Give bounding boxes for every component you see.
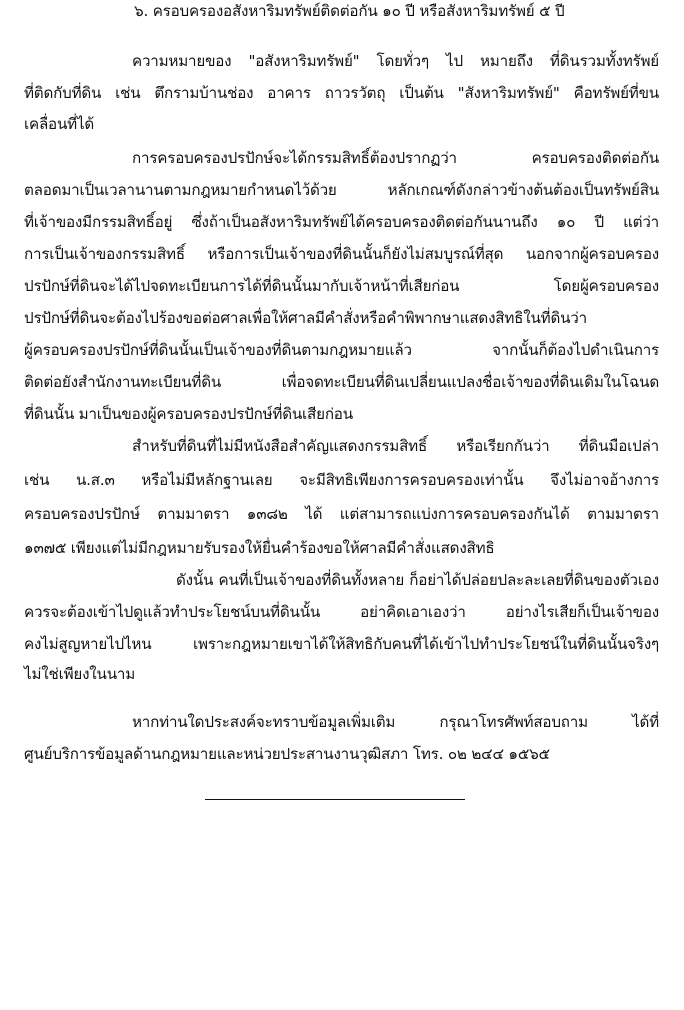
paragraph-line: การครอบครองปรปักษ์จะได้กรรมสิทธิ์ต้องปรากฏว่า ครอบครองติดต่อกัน <box>132 149 659 167</box>
paragraph-line: สำหรับที่ดินที่ไม่มีหนังสือสำคัญแสดงกรรมสิทธิ์ หรือเรียกกันว่า ที่ดินมือเปล่า <box>132 437 659 455</box>
paragraph-line: ศูนย์บริการข้อมูลด้านกฎหมายและหน่วยประสานงานวุฒิสภา โทร. ๐๒ ๒๔๔ ๑๕๖๕ <box>24 745 550 763</box>
paragraph-line: ดังนั้น คนที่เป็นเจ้าของที่ดินทั้งหลาย ก็อย่าได้ปล่อยปละละเลยที่ดินของตัวเอง <box>176 571 659 589</box>
paragraph-line: ที่เจ้าของมีกรรมสิทธิ์อยู่ ซึ่งถ้าเป็นอสังหาริมทรัพย์ได้ครอบครองติดต่อกันนานถึง ๑๐ ปี แต่ว่า <box>24 213 659 231</box>
paragraph-line: ผู้ครอบครองปรปักษ์ที่ดินนั้นเป็นเจ้าของที่ดินตามกฎหมายแล้ว จากนั้นก็ต้องไปดำเนินการ <box>24 341 659 359</box>
closing-divider <box>205 799 465 800</box>
paragraph-line: ปรปักษ์ที่ดินจะได้ไปจดทะเบียนการได้ที่ดินนั้นมากับเจ้าหน้าที่เสียก่อน โดยผู้ครอบครอง <box>24 277 659 295</box>
paragraph-line: หากท่านใดประสงค์จะทราบข้อมูลเพิ่มเติม กรุณาโทรศัพท์สอบถาม ได้ที่ <box>132 713 659 731</box>
paragraph-line: เคลื่อนที่ได้ <box>24 115 95 133</box>
paragraph-line: ติดต่อยังสำนักงานทะเบียนที่ดิน เพื่อจดทะเบียนที่ดินเปลี่ยนแปลงชื่อเจ้าของที่ดินเดิมในโฉนด <box>24 373 659 391</box>
paragraph-line: ไม่ใช่เพียงในนาม <box>24 665 136 683</box>
paragraph-line: ที่ติดกับที่ดิน เช่น ตึกรามบ้านช่อง อาคาร ถาวรวัตถุ เป็นต้น "สังหาริมทรัพย์" คือทรัพย์ที่ขน <box>24 84 659 102</box>
paragraph-line: การเป็นเจ้าของกรรมสิทธิ์ หรือการเป็นเจ้าของที่ดินนั้นก็ยังไม่สมบูรณ์ที่สุด นอกจากผู้ครอบครอง <box>24 245 659 263</box>
paragraph-line: ๑๓๗๕ เพียงแต่ไม่มีกฎหมายรับรองให้ยื่นคำร้องขอให้ศาลมีคำสั่งแสดงสิทธิ <box>24 539 495 557</box>
paragraph-line: ครอบครองปรปักษ์ ตามมาตรา ๑๓๘๒ ได้ แต่สามารถแบ่งการครอบครองกันได้ ตามมาตรา <box>24 505 659 523</box>
paragraph-line: ที่ดินนั้น มาเป็นของผู้ครอบครองปรปักษ์ที่ดินเสียก่อน <box>24 405 353 423</box>
paragraph-line: ควรจะต้องเข้าไปดูแล้วทำประโยชน์บนที่ดินนั้น อย่าคิดเอาเองว่า อย่างไรเสียก็เป็นเจ้าของ <box>24 603 659 621</box>
section-heading: ๖. ครอบครองอสังหาริมทรัพย์ติดต่อกัน ๑๐ ปี หรือสังหาริมทรัพย์ ๕ ปี <box>134 2 565 20</box>
paragraph-line: ตลอดมาเป็นเวลานานตามกฎหมายกำหนดไว้ด้วย หลักเกณฑ์ดังกล่าวข้างต้นต้องเป็นทรัพย์สิน <box>24 181 659 199</box>
paragraph-line: เช่น น.ส.๓ หรือไม่มีหลักฐานเลย จะมีสิทธิเพียงการครอบครองเท่านั้น จึงไม่อาจอ้างการ <box>24 471 659 489</box>
paragraph-line: ความหมายของ "อสังหาริมทรัพย์" โดยทั่วๆ ไป หมายถึง ที่ดินรวมทั้งทรัพย์ <box>132 52 659 70</box>
paragraph-line: คงไม่สูญหายไปไหน เพราะกฎหมายเขาได้ให้สิทธิกับคนที่ได้เข้าไปทำประโยชน์ในที่ดินนั้นจริงๆ <box>24 635 659 653</box>
paragraph-line: ปรปักษ์ที่ดินจะต้องไปร้องขอต่อศาลเพื่อให้ศาลมีคำสั่งหรือคำพิพากษาแสดงสิทธิในที่ดินว่า <box>24 309 587 327</box>
